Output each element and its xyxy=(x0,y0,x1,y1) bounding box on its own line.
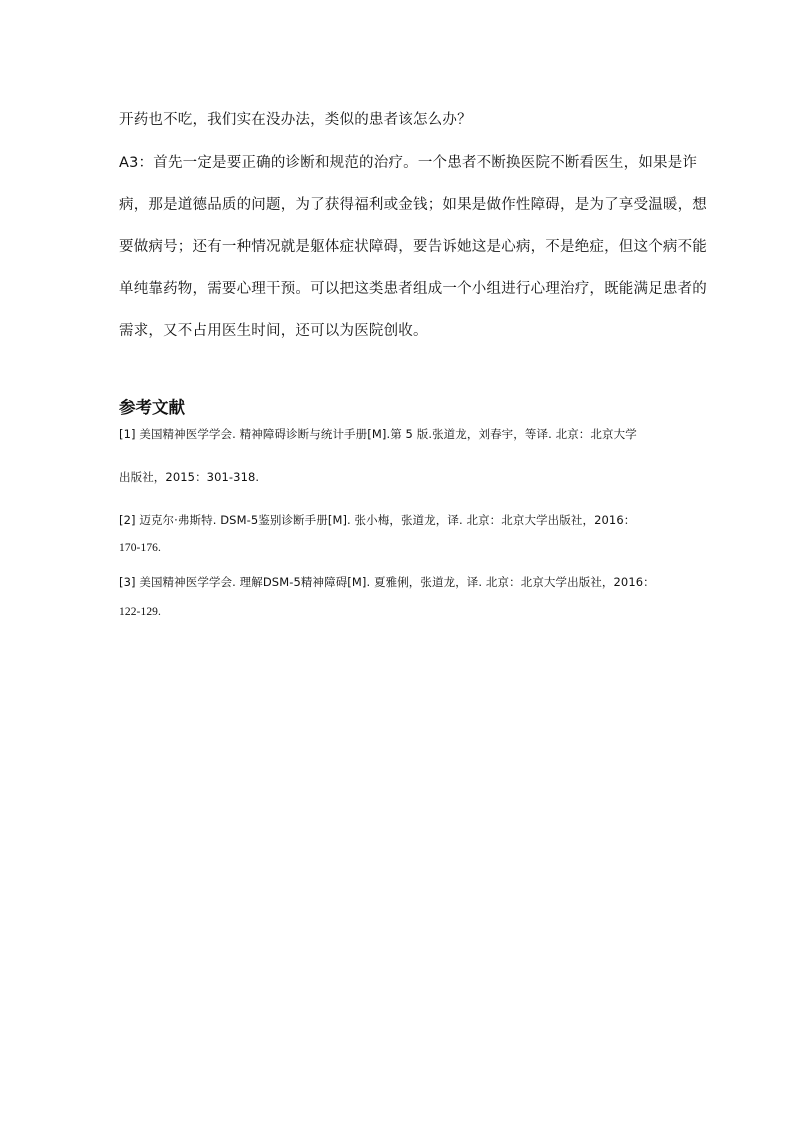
reference-line: [3] 美国精神医学学会. 理解DSM-5精神障碍[M]. 夏雅俐，张道龙，译. 北京：北京大学出版社，2016： xyxy=(119,575,655,589)
reference-line: 出版社，2015：301-318. xyxy=(119,470,260,484)
body-line: 需求，又不占用医生时间，还可以为医院创收。 xyxy=(119,323,428,339)
body-line: 病，那是道德品质的问题，为了获得福利或金钱；如果是做作性障碍，是为了享受温暖，想 xyxy=(119,197,707,213)
reference-line: 122-129. xyxy=(119,606,162,618)
reference-line: [1] 美国精神医学学会. 精神障碍诊断与统计手册[M].第 5 版.张道龙，刘春宇，等译. 北京：北京大学 xyxy=(119,427,637,441)
reference-line: [2] 迈克尔·弗斯特. DSM-5鉴别诊断手册[M]. 张小梅，张道龙，译. 北京：北京大学出版社，2016： xyxy=(119,513,636,527)
references-heading: 参考文献 xyxy=(119,398,185,417)
body-line: 单纯靠药物，需要心理干预。可以把这类患者组成一个小组进行心理治疗，既能满足患者的 xyxy=(119,281,707,297)
body-line: A3：首先一定是要正确的诊断和规范的治疗。一个患者不断换医院不断看医生，如果是诈 xyxy=(119,155,698,171)
reference-line: 170-176. xyxy=(119,542,162,554)
body-line: 开药也不吃，我们实在没办法，类似的患者该怎么办？ xyxy=(119,112,472,128)
body-line: 要做病号；还有一种情况就是躯体症状障碍，要告诉她这是心病，不是绝症，但这个病不能 xyxy=(119,239,707,255)
